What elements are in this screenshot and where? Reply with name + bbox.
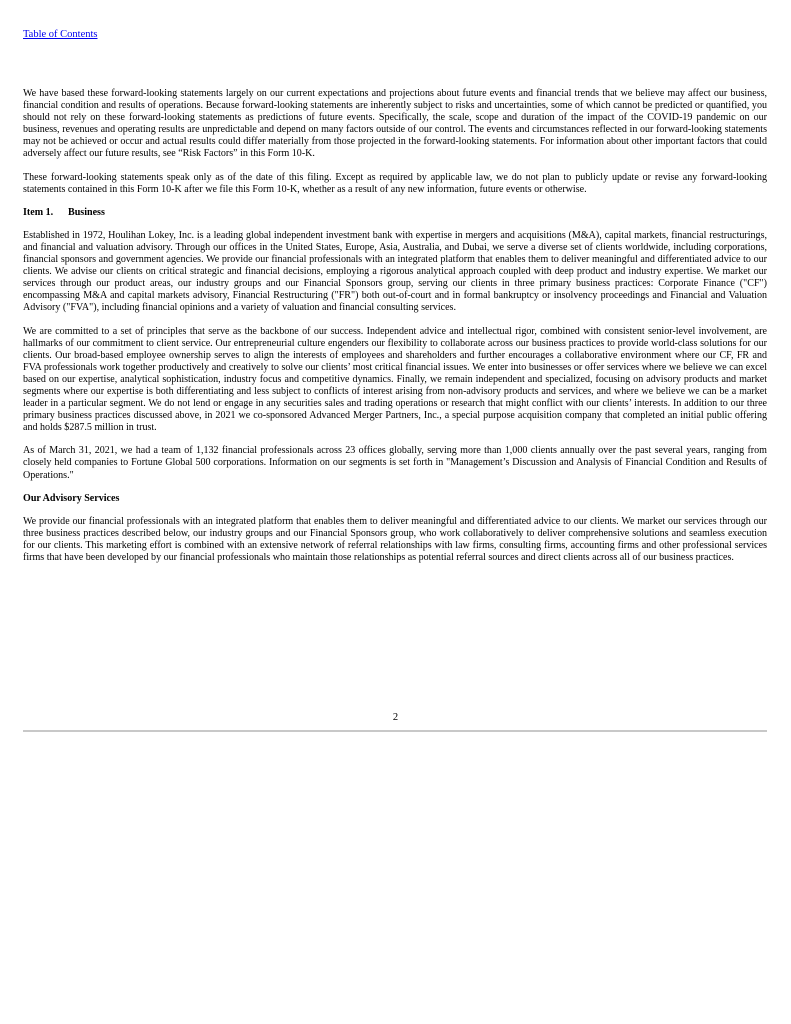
item-1-number: Item 1. bbox=[23, 206, 54, 218]
team-paragraph: As of March 31, 2021, we had a team of 1,132 financial professionals across 23 offices globally, serving more than 1,000 clients annually over the past several years, ranging from closely held companies to Fortune Global 500 corporations. Information on our segments is set forth in "Management’s Discussion and Analysis of Financial Condition and Results of Operations." bbox=[23, 445, 767, 481]
document-body bbox=[23, 88, 767, 575]
principles-paragraph: We are committed to a set of principles that serve as the backbone of our success. Independent advice and intellectual rigor, combined with consistent senior-level involvement, are hallmarks of our commitment to client service. Our entrepreneurial culture engenders our flexibility to collaborate across our business practices to provide world-class solutions for our clients. Our broad-based employee ownership serves to align the interests of employees and shareholders and further encourages a collaborative environment where our CF, FR and FVA professionals work together productively and creatively to solve our clients’ most critical financial issues. We enter into businesses or offer services where we believe we can excel based on our expertise, analytical sophistication, industry focus and competitive dynamics. Finally, we remain independent and specialized, focusing on advisory products and market segments where our expertise is both differentiating and less subject to conflicts of interest arising from non-advisory products and services, and where we believe we can be a market leader in a particular segment. We do not lend or engage in any securities sales and trading operations or research that might conflict with our clients’ interests. In addition to our three primary business practices discussed above, in 2021 we co-sponsored Advanced Merger Partners, Inc., a special purpose acquisition company that completed an initial public offering and holds $287.5 million in trust. bbox=[23, 325, 767, 434]
page-divider bbox=[23, 730, 767, 732]
item-1-heading bbox=[23, 207, 767, 219]
advisory-services-heading: Our Advisory Services bbox=[23, 492, 120, 504]
forward-looking-paragraph-2: These forward-looking statements speak only as of the date of this filing. Except as required by applicable law, we do not plan to publicly update or revise any forward-looking statements contained in this Form 10-K after we file this Form 10-K, whether as a result of any new information, future events or otherwise. bbox=[23, 171, 767, 195]
advisory-services-paragraph: We provide our financial professionals with an integrated platform that enables them to deliver meaningful and differentiated advice to our clients. We market our services through our three business practices described below, our industry groups and our Financial Sponsors group, who work collaboratively to deliver comprehensive solutions and seamless execution for our clients. This marketing effort is combined with an extensive network of referral relationships with law firms, consulting firms, accounting firms and other professional services firms that have been developed by our financial professionals who maintain those relationships as potential referral sources and direct clients across all of our business practices. bbox=[23, 515, 767, 563]
item-1-title: Business bbox=[68, 206, 105, 218]
forward-looking-paragraph-1: We have based these forward-looking statements largely on our current expectations and projections about future events and financial trends that we believe may affect our business, financial condition and results of operations. Because forward-looking statements are inherently subject to risks and uncertainties, some of which cannot be predicted or quantified, you should not rely on these forward-looking statements as predictions of future events. Specifically, the scale, scope and duration of the impact of the COVID-19 pandemic on our business, revenues and operating results are unpredictable and depend on many factors outside of our control. The events and circumstances reflected in our forward-looking statements may not be achieved or occur and actual results could differ materially from those projected in the forward-looking statements. For information about other important factors that could adversely affect our future results, see “Risk Factors” in this Form 10-K. bbox=[23, 88, 767, 160]
table-of-contents-link[interactable]: Table of Contents bbox=[23, 29, 98, 40]
business-overview-paragraph: Established in 1972, Houlihan Lokey, Inc. is a leading global independent investment bank with expertise in mergers and acquisitions (M&A), capital markets, financial restructurings, and financial and valuation advisory. Through our offices in the United States, Europe, Asia, Australia, and Dubai, we serve a diverse set of clients worldwide, including corporations, financial sponsors and government agencies. We provide our financial professionals with an integrated platform that enables them to deliver meaningful and differentiated advice to our clients. We advise our clients on critical strategic and financial decisions, employing a rigorous analytical approach coupled with deep product and industry expertise. We market our services through our product areas, our industry groups and our Financial Sponsors group, serving our clients in three primary business practices: Corporate Finance ("CF") encompassing M&A and capital markets advisory, Financial Restructuring ("FR") both out-of-court and in formal bankruptcy or insolvency proceedings and Financial and Valuation Advisory ("FVA"), including financial opinions and a variety of valuation and financial consulting services. bbox=[23, 229, 767, 314]
page-number: 2 bbox=[392, 712, 399, 723]
